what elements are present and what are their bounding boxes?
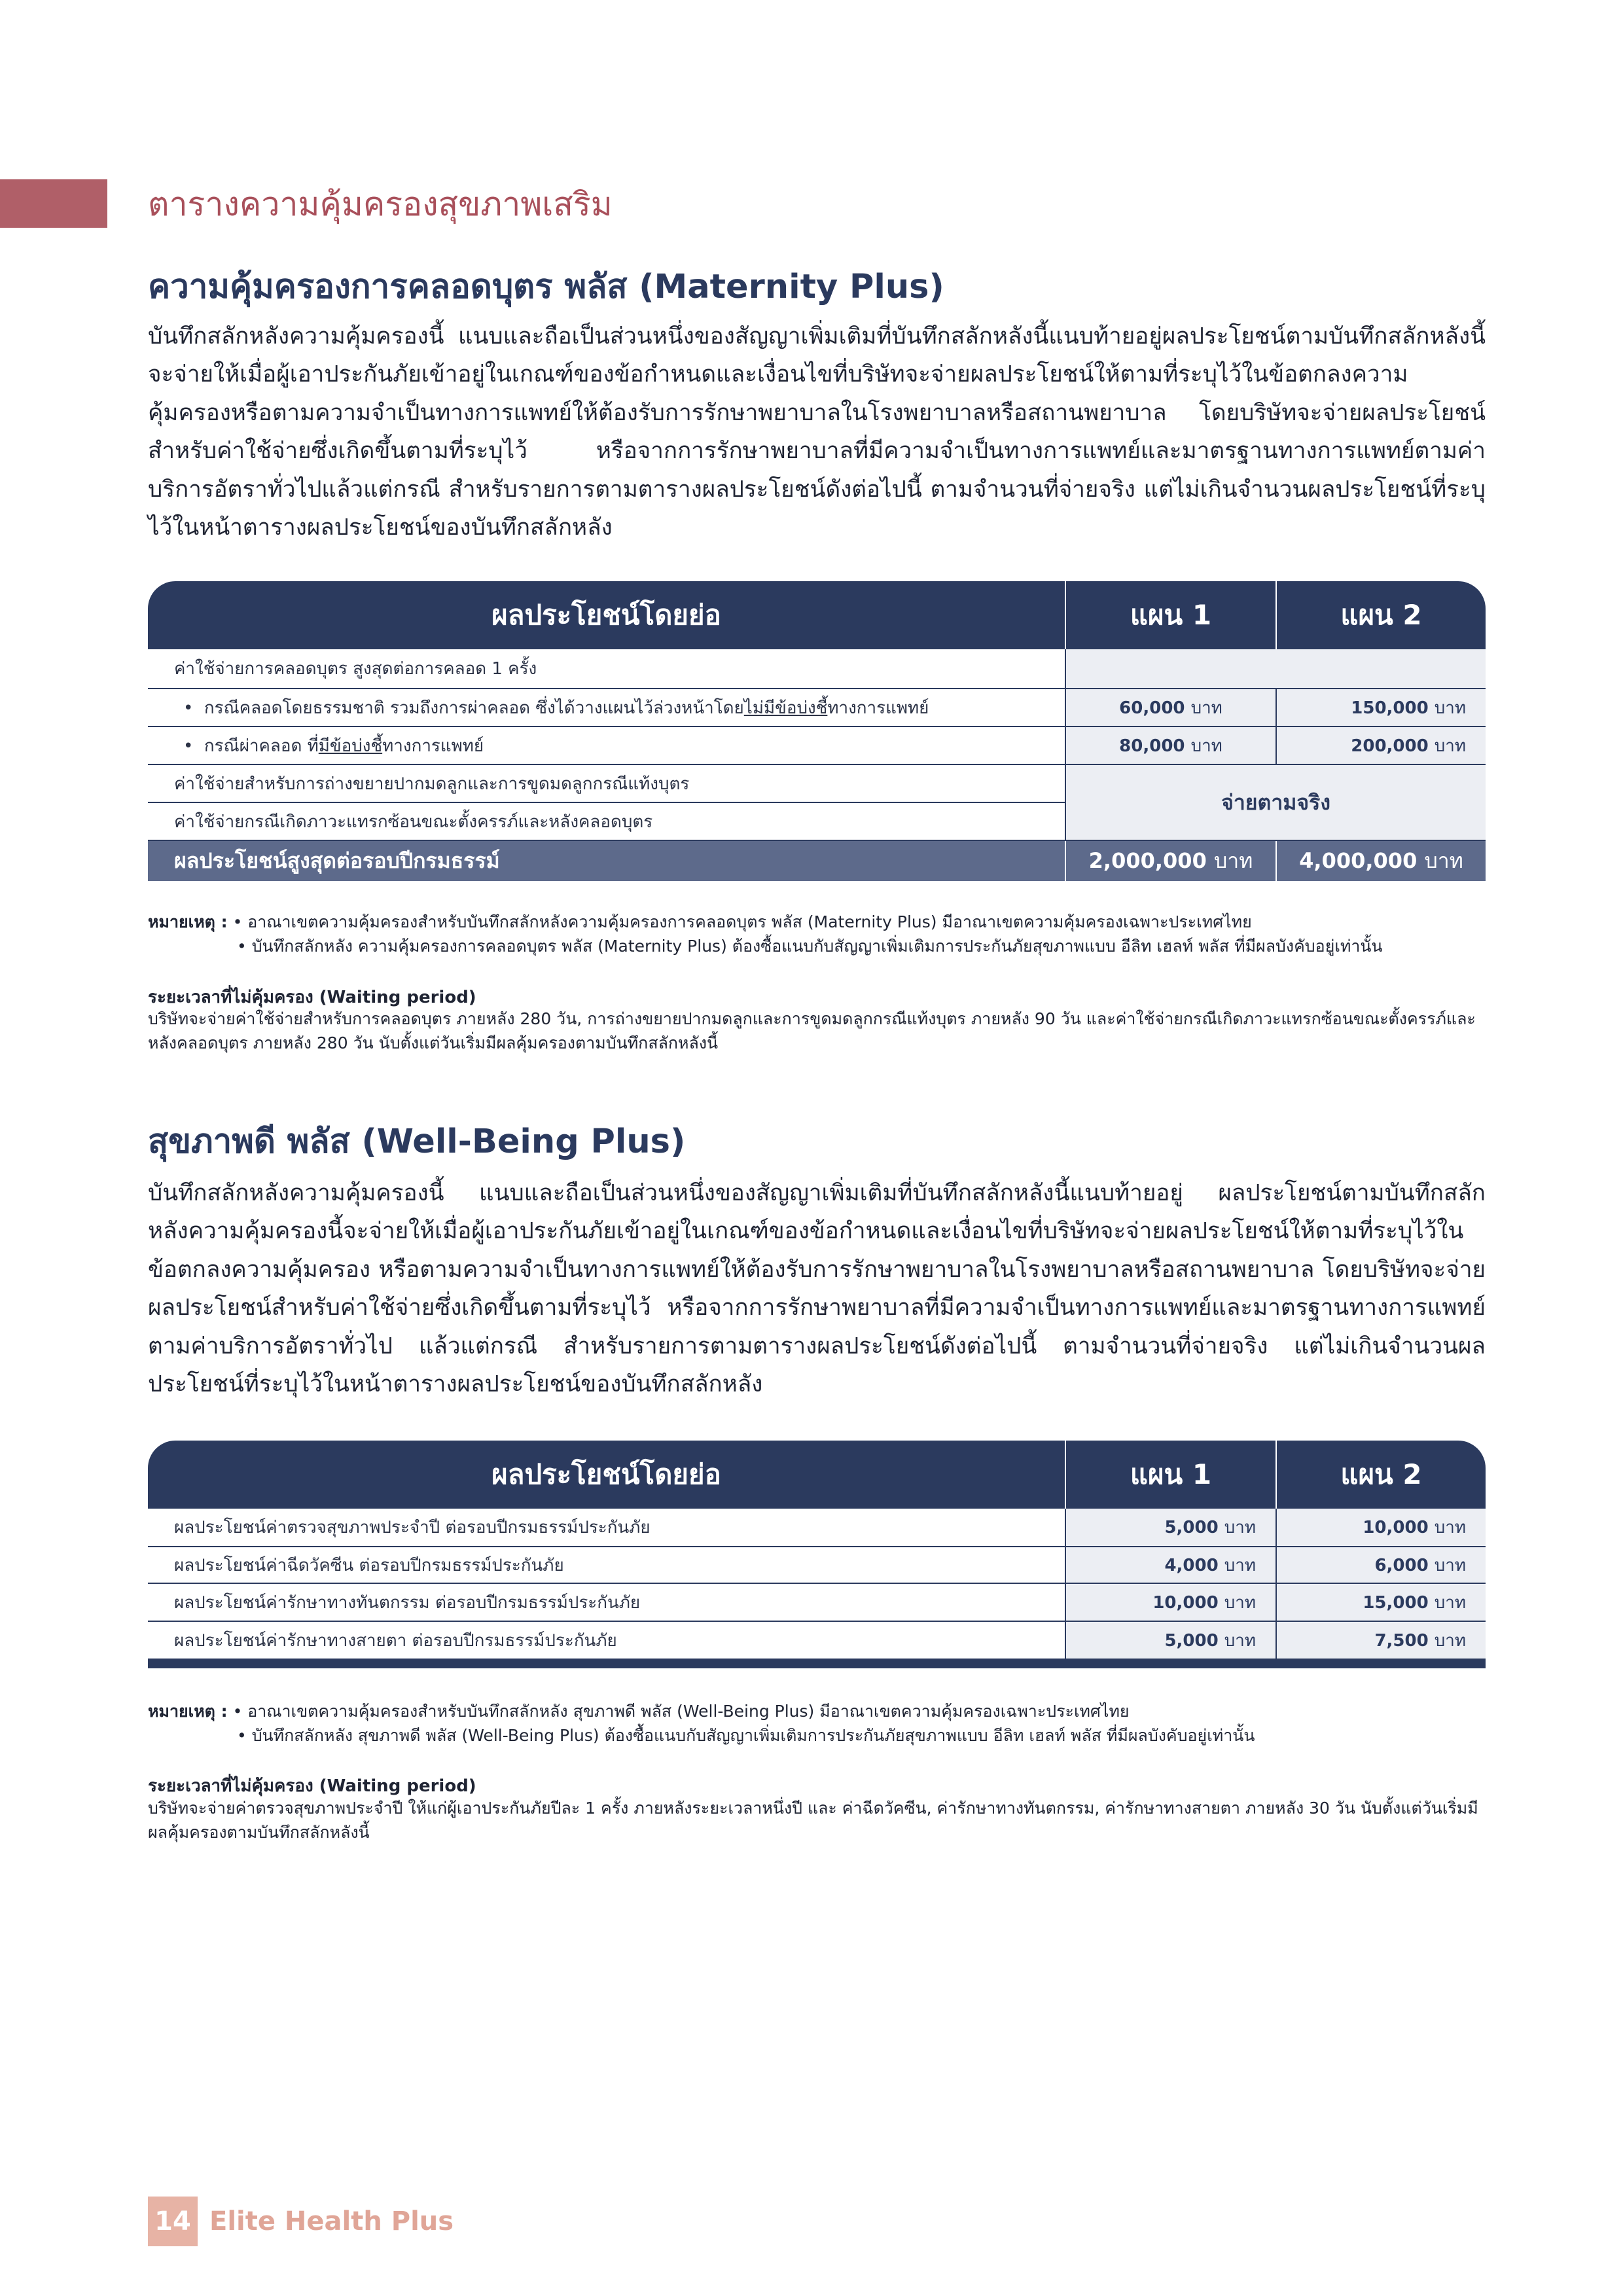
row-dental-label: ผลประโยชน์ค่ารักษาทางทันตกรรม ต่อรอบปีกรมธรรม์ประกันภัย	[148, 1583, 1065, 1621]
maternity-paragraph: บันทึกสลักหลังความคุ้มครองนี้ แนบและถือเป็นส่วนหนึ่งของสัญญาเพิ่มเติมที่บันทึกสลักหลังนี้แนบท้ายอยู่ผลประโยชน์ตามบันทึกสลักหลังนี้จะจ่ายให้เมื่อผู้เอาประกันภัยเข้าอยู่ในเกณฑ์ของข้อกำหนดและเงื่อนไขที่บริษัทจะจ่ายผลประโยชน์ให้ตามที่ระบุไว้ในข้อตกลงความคุ้มครองหรือตามความจำเป็นทางการแพทย์ให้ต้องรับการรักษาพยาบาลในโรงพยาบาลหรือสถานพยาบาล โดยบริษัทจะจ่ายผลประโยชน์สำหรับค่าใช้จ่ายซึ่งเกิดขึ้นตามที่ระบุไว้ หรือจากการรักษาพยาบาลที่มีความจำเป็นทางการแพทย์และมาตรฐานทางการแพทย์ตามค่าบริการอัตราทั่วไปแล้วแต่กรณี สำหรับรายการตามตารางผลประโยชน์ดังต่อไปนี้ ตามจำนวนที่จ่ายจริง แต่ไม่เกินจำนวนผลประโยชน์ที่ระบุไว้ในหน้าตารางผลประโยชน์ของบันทึกสลักหลัง	[148, 323, 1486, 541]
row-caesarean-label: • กรณีผ่าคลอด ที่มีข้อบ่งชี้ทางการแพทย์	[148, 726, 1065, 764]
header-plan-1: แผน 1	[1065, 581, 1276, 649]
row-caesarean-plan2: 200,000 บาท	[1276, 726, 1486, 764]
brand-name: Elite Health Plus	[209, 2206, 454, 2236]
max-benefit-plan2: 4,000,000 บาท	[1276, 840, 1486, 881]
wellbeing-paragraph: บันทึกสลักหลังความคุ้มครองนี้ แนบและถือเป็นส่วนหนึ่งของสัญญาเพิ่มเติมที่บันทึกสลักหลังนี้แนบท้ายอยู่ ผลประโยชน์ตามบันทึกสลักหลังความคุ้มครองนี้จะจ่ายให้เมื่อผู้เอาประกันภัยเข้าอยู่ในเกณฑ์ของข้อกำหนดและเงื่อนไขที่บริษัทจะจ่ายผลประโยชน์ให้ตามที่ระบุไว้ในข้อตกลงความคุ้มครอง หรือตามความจำเป็นทางการแพทย์ให้ต้องรับการรักษาพยาบาลในโรงพยาบาลหรือสถานพยาบาล โดยบริษัทจะจ่ายผลประโยชน์สำหรับค่าใช้จ่ายซึ่งเกิดขึ้นตามที่ระบุไว้ หรือจากการรักษาพยาบาลที่มีความจำเป็นทางการแพทย์และมาตรฐานทางการแพทย์ตามค่าบริการอัตราทั่วไป แล้วแต่กรณี สำหรับรายการตามตารางผลประโยชน์ดังต่อไปนี้ ตามจำนวนที่จ่ายจริง แต่ไม่เกินจำนวนผลประโยชน์ที่ระบุไว้ในหน้าตารางผลประโยชน์ของบันทึกสลักหลัง	[148, 1180, 1486, 1398]
row-vaccine-plan1: 4,000 บาท	[1065, 1547, 1276, 1583]
table-row	[148, 764, 1486, 802]
maternity-title: ความคุ้มครองการคลอดบุตร พลัส (Maternity Plus)	[148, 268, 944, 306]
table-row	[148, 1547, 1486, 1583]
table-row	[148, 649, 1486, 689]
maternity-waiting-title: ระยะเวลาที่ไม่คุ้มครอง (Waiting period)	[148, 988, 476, 1007]
row-annual-checkup-plan1: 5,000 บาท	[1065, 1509, 1276, 1547]
row-delivery-values	[1065, 649, 1486, 689]
page-number: 14	[148, 2197, 198, 2246]
row-vision-plan2: 7,500 บาท	[1276, 1621, 1486, 1659]
header-benefit-summary: ผลประโยชน์โดยย่อ	[148, 581, 1065, 649]
row-vision-label: ผลประโยชน์ค่ารักษาทางสายตา ต่อรอบปีกรมธรรม์ประกันภัย	[148, 1621, 1065, 1659]
max-benefit-label: ผลประโยชน์สูงสุดต่อรอบปีกรมธรรม์	[148, 840, 1065, 881]
maternity-benefit-table	[148, 581, 1486, 881]
row-natural-birth-plan2: 150,000 บาท	[1276, 689, 1486, 726]
table-row	[148, 689, 1486, 726]
wellbeing-waiting-title: ระยะเวลาที่ไม่คุ้มครอง (Waiting period)	[148, 1776, 476, 1796]
wellbeing-note: หมายเหตุ : • อาณาเขตความคุ้มครองสำหรับบันทึกสลักหลัง สุขภาพดี พลัส (Well-Being Plus) มีอาณาเขตความคุ้มครองเฉพาะประเทศไทย • บันทึกสลักหลัง สุขภาพดี พลัส (Well-Being Plus) ต้องซื้อแนบกับสัญญาเพิ่มเติมการประกันภัยสุขภาพแบบ อีลิท เฮลท์ พลัส ที่มีผลบังคับอยู่เท่านั้น	[148, 1702, 1255, 1745]
header-benefit-summary: ผลประโยชน์โดยย่อ	[148, 1441, 1065, 1509]
wellbeing-title: สุขภาพดี พลัส (Well-Being Plus)	[148, 1122, 686, 1161]
table-bottom-rule	[148, 1659, 1486, 1668]
header-plan-2: แผน 2	[1276, 1441, 1486, 1509]
row-complication-label: ค่าใช้จ่ายกรณีเกิดภาวะแทรกซ้อนขณะตั้งครรภ์และหลังคลอดบุตร	[148, 802, 1065, 840]
table-row	[148, 1583, 1486, 1621]
row-annual-checkup-label: ผลประโยชน์ค่าตรวจสุขภาพประจำปี ต่อรอบปีกรมธรรม์ประกันภัย	[148, 1509, 1065, 1547]
table-row	[148, 1621, 1486, 1659]
wellbeing-benefit-table	[148, 1441, 1486, 1660]
row-vaccine-plan2: 6,000 บาท	[1276, 1547, 1486, 1583]
row-vaccine-label: ผลประโยชน์ค่าฉีดวัคซีน ต่อรอบปีกรมธรรม์ประกันภัย	[148, 1547, 1065, 1583]
header-plan-2: แผน 2	[1276, 581, 1486, 649]
table-row	[148, 726, 1486, 764]
maternity-waiting-text: บริษัทจะจ่ายค่าใช้จ่ายสำหรับการคลอดบุตร ภายหลัง 280 วัน, การถ่างขยายปากมดลูกและการขูดมดลูกกรณีแท้งบุตร ภายหลัง 90 วัน และค่าใช้จ่ายกรณีเกิดภาวะแทรกซ้อนขณะตั้งครรภ์และหลังคลอดบุตร ภายหลัง 280 วัน นับตั้งแต่วันเริ่มมีผลคุ้มครองตามบันทึกสลักหลังนี้	[148, 1009, 1476, 1052]
max-benefit-plan1: 2,000,000 บาท	[1065, 840, 1276, 881]
row-vision-plan1: 5,000 บาท	[1065, 1621, 1276, 1659]
row-annual-checkup-plan2: 10,000 บาท	[1276, 1509, 1486, 1547]
actual-paid-cell: จ่ายตามจริง	[1065, 764, 1486, 840]
row-natural-birth-label: • กรณีคลอดโดยธรรมชาติ รวมถึงการผ่าคลอด ซึ่งได้วางแผนไว้ล่วงหน้าโดยไม่มีข้อบ่งชี้ทางการแพทย์	[148, 689, 1065, 726]
page-heading: ตารางความคุ้มครองสุขภาพเสริม	[148, 185, 613, 223]
row-dental-plan1: 10,000 บาท	[1065, 1583, 1276, 1621]
row-natural-birth-plan1: 60,000 บาท	[1065, 689, 1276, 726]
header-plan-1: แผน 1	[1065, 1441, 1276, 1509]
table-row	[148, 1509, 1486, 1547]
accent-bar	[0, 179, 107, 228]
row-caesarean-plan1: 80,000 บาท	[1065, 726, 1276, 764]
row-delivery-label: ค่าใช้จ่ายการคลอดบุตร สูงสุดต่อการคลอด 1 ครั้ง	[148, 649, 1065, 689]
row-miscarriage-label: ค่าใช้จ่ายสำหรับการถ่างขยายปากมดลูกและการขูดมดลูกกรณีแท้งบุตร	[148, 764, 1065, 802]
max-benefit-row	[148, 840, 1486, 881]
row-dental-plan2: 15,000 บาท	[1276, 1583, 1486, 1621]
maternity-note: หมายเหตุ : • อาณาเขตความคุ้มครองสำหรับบันทึกสลักหลังความคุ้มครองการคลอดบุตร พลัส (Maternity Plus) มีอาณาเขตความคุ้มครองเฉพาะประเทศไทย • บันทึกสลักหลัง ความคุ้มครองการคลอดบุตร พลัส (Maternity Plus) ต้องซื้อแนบกับสัญญาเพิ่มเติมการประกันภัยสุขภาพแบบ อีลิท เฮลท์ พลัส ที่มีผลบังคับอยู่เท่านั้น	[148, 912, 1383, 956]
wellbeing-waiting-text: บริษัทจะจ่ายค่าตรวจสุขภาพประจำปี ให้แก่ผู้เอาประกันภัยปีละ 1 ครั้ง ภายหลังระยะเวลาหนึ่งปี และ ค่าฉีดวัคซีน, ค่ารักษาทางทันตกรรม, ค่ารักษาทางสายตา ภายหลัง 30 วัน นับตั้งแต่วันเริ่มมีผลคุ้มครองตามบันทึกสลักหลังนี้	[148, 1799, 1478, 1842]
